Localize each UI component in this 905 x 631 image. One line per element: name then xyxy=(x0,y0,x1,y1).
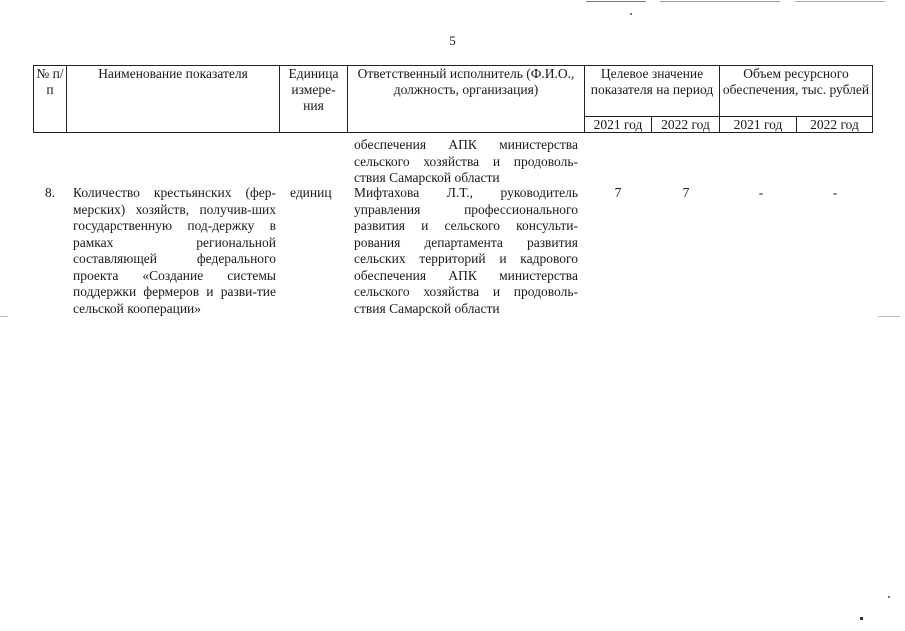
table-header xyxy=(33,65,873,133)
scan-artifact xyxy=(878,316,900,317)
header-unit: Единица измере-ния xyxy=(280,66,348,133)
header-target: Целевое значение показателя на период xyxy=(585,66,720,117)
header-responsible: Ответственный исполнитель (Ф.И.О., должность, организация) xyxy=(348,66,585,133)
scan-artifact xyxy=(888,596,890,598)
header-name: Наименование показателя xyxy=(67,66,280,133)
header-resource-year-2: 2022 год xyxy=(797,117,873,133)
resource-2022: - xyxy=(832,185,838,200)
scan-artifact xyxy=(586,1,646,2)
scan-artifact xyxy=(860,617,863,620)
header-target-year-2: 2022 год xyxy=(652,117,720,133)
header-resource: Объем ресурсного обеспечения, тыс. рублей xyxy=(720,66,873,117)
scan-artifact xyxy=(0,316,8,317)
unit: единиц xyxy=(290,185,332,200)
scan-artifact xyxy=(660,1,780,2)
resource-2021: - xyxy=(758,185,764,200)
target-2022: 7 xyxy=(682,185,690,200)
row-number: 8. xyxy=(45,185,56,200)
header-target-year-1: 2021 год xyxy=(585,117,652,133)
continuation-text: обеспечения АПК министерства сельского хозяйства и продоволь-ствия Самарской области xyxy=(354,137,578,185)
header-num: № п/п xyxy=(34,66,67,133)
responsible-person: Мифтахова Л.Т., руководитель управления профессионального развития и сельского консульти-рования департамента развития сельских территорий и кадрового обеспечения АПК министерства сельского хозяйства и продоволь-ствия Самарской области xyxy=(354,185,578,316)
header-resource-year-1: 2021 год xyxy=(720,117,797,133)
scan-artifact xyxy=(630,13,632,15)
target-2021: 7 xyxy=(614,185,622,200)
scan-artifact xyxy=(795,1,885,2)
page-number: 5 xyxy=(449,33,456,48)
indicator-name: Количество крестьянских (фер-мерских) хозяйств, получив-ших государственную под-держку в рамках региональной составляющей федерального проекта «Создание системы поддержки фермеров и разви-тие сельской кооперации» xyxy=(73,185,276,316)
